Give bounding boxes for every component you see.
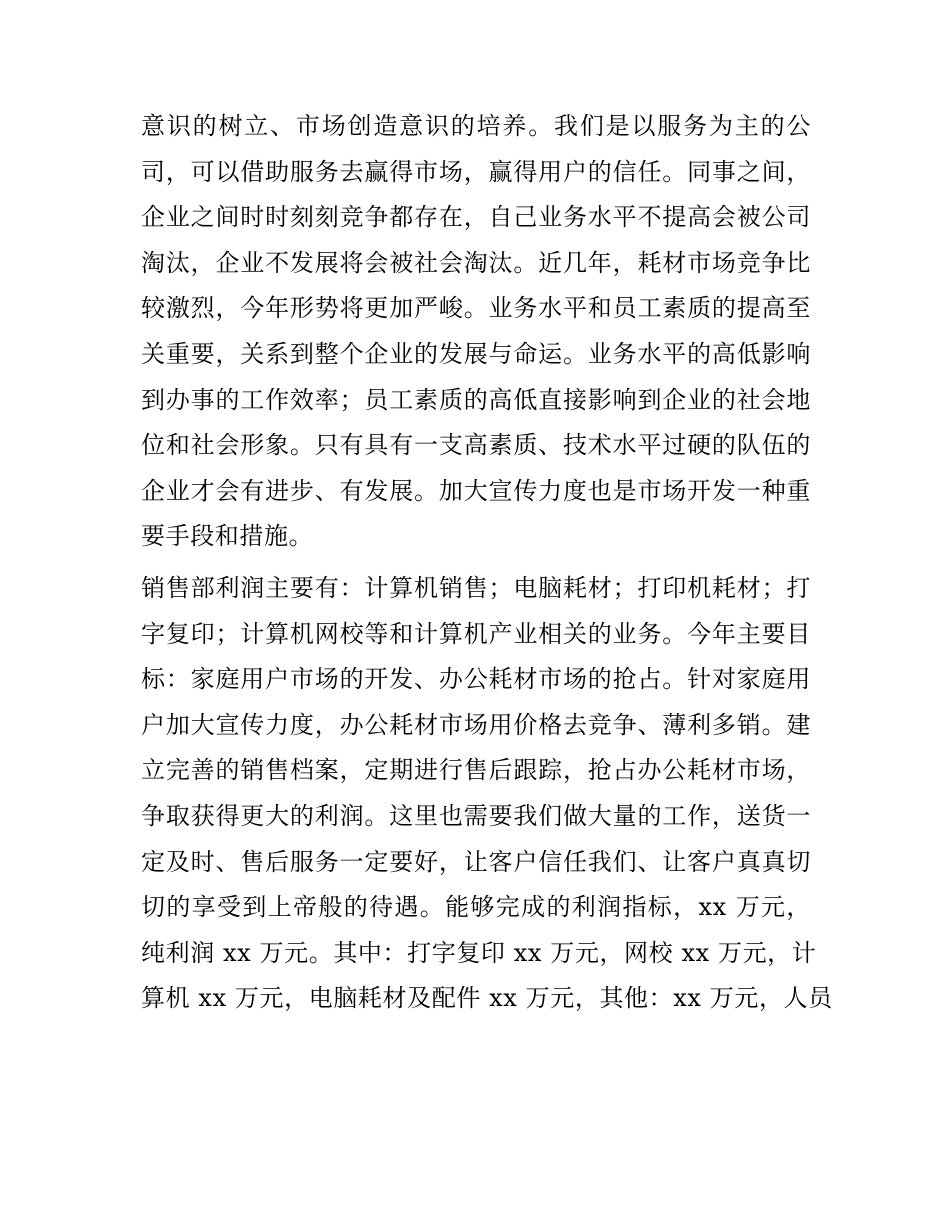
text-line: 司，可以借助服务去赢得市场，赢得用户的信任。同事之间， <box>141 157 811 186</box>
text-line: 淘汰，企业不发展将会被社会淘汰。近几年，耗材市场竞争比 <box>141 248 811 277</box>
text-line: 算机 xx 万元，电脑耗材及配件 xx 万元，其他：xx 万元，人员 <box>141 984 833 1013</box>
text-line: 标：家庭用户市场的开发、办公耗材市场的抢占。针对家庭用 <box>141 665 811 694</box>
paragraph-2 <box>141 566 833 1022</box>
text-line: 企业之间时时刻刻竞争都存在，自己业务水平不提高会被公司 <box>141 203 811 232</box>
text-line: 立完善的销售档案，定期进行售后跟踪，抢占办公耗材市场， <box>141 756 811 785</box>
text-line: 关重要，关系到整个企业的发展与命运。业务水平的高低影响 <box>141 339 811 368</box>
text-line: 企业才会有进步、有发展。加大宣传力度也是市场开发一种重 <box>141 476 811 505</box>
paragraph-1 <box>141 104 811 560</box>
text-line: 争取获得更大的利润。这里也需要我们做大量的工作，送货一 <box>141 801 811 830</box>
document-body <box>141 104 833 1022</box>
text-line: 位和社会形象。只有具有一支高素质、技术水平过硬的队伍的 <box>141 431 811 460</box>
text-line: 字复印；计算机网校等和计算机产业相关的业务。今年主要目 <box>141 619 811 648</box>
text-line: 要手段和措施。 <box>141 522 314 551</box>
text-line: 纯利润 xx 万元。其中：打字复印 xx 万元，网校 xx 万元，计 <box>141 938 817 967</box>
text-line: 销售部利润主要有：计算机销售；电脑耗材；打印机耗材；打 <box>141 573 811 602</box>
text-line: 到办事的工作效率；员工素质的高低直接影响到企业的社会地 <box>141 385 811 414</box>
text-line: 定及时、售后服务一定要好，让客户信任我们、让客户真真切 <box>141 847 811 876</box>
text-line: 户加大宣传力度，办公耗材市场用价格去竞争、薄利多销。建 <box>141 710 811 739</box>
text-line: 切的享受到上帝般的待遇。能够完成的利润指标，xx 万元， <box>141 893 811 922</box>
text-line: 较激烈，今年形势将更加严峻。业务水平和员工素质的提高至 <box>141 294 811 323</box>
text-line: 意识的树立、市场创造意识的培养。我们是以服务为主的公 <box>141 112 811 140</box>
